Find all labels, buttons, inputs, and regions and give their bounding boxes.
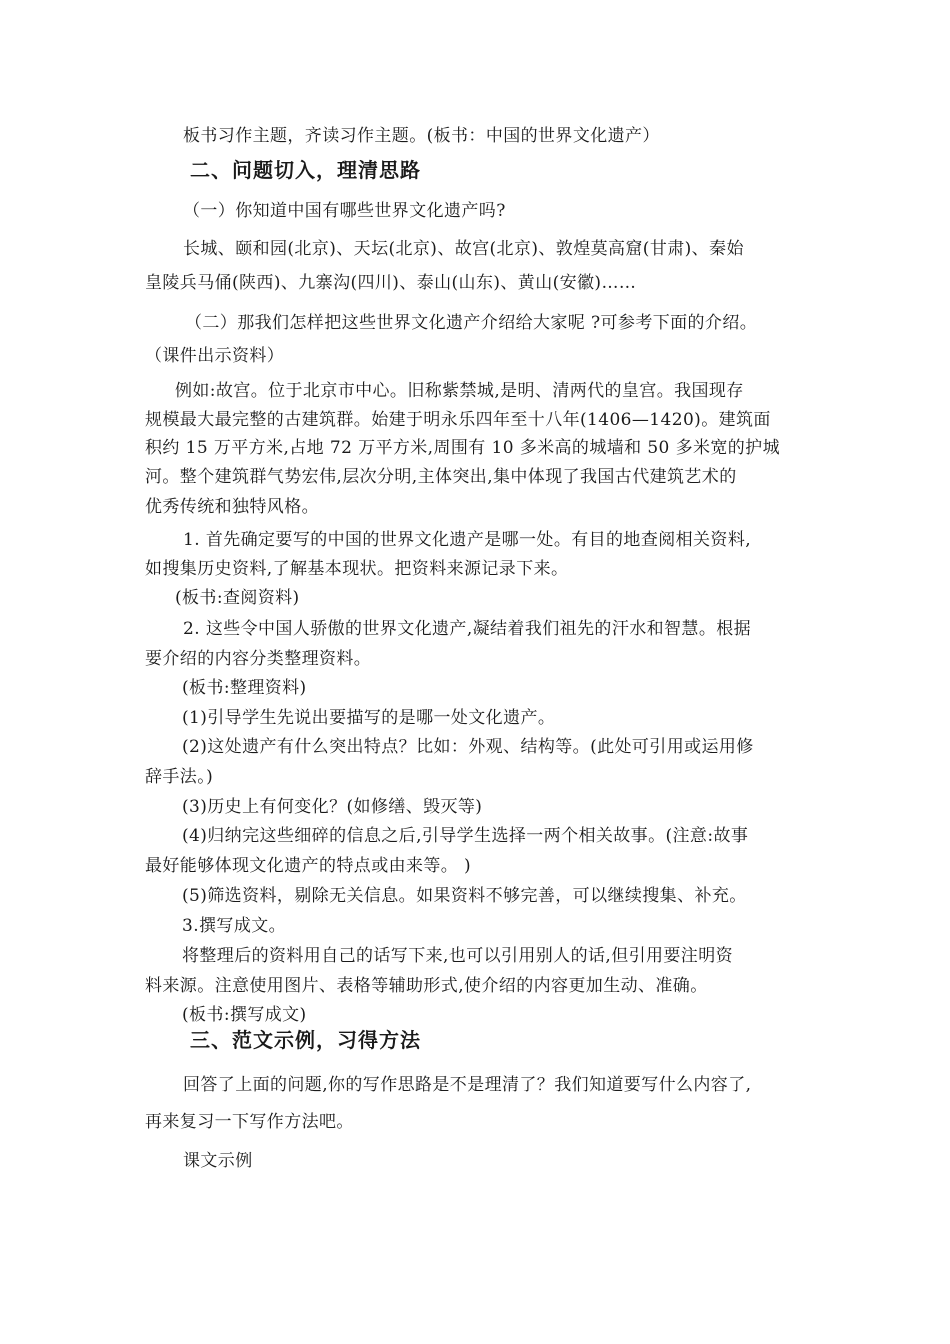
text-line: 优秀传统和独特风格。 (145, 497, 319, 517)
text-line: 长城、颐和园(北京)、天坛(北京)、故宫(北京)、敦煌莫高窟(甘肃)、秦始 (183, 239, 744, 259)
text-line: (5)筛选资料，剔除无关信息。如果资料不够完善，可以继续搜集、补充。 (182, 886, 747, 906)
text-line: 皇陵兵马俑(陕西)、九寨沟(四川)、泰山(山东)、黄山(安徽)…… (145, 273, 637, 293)
text-line: 课文示例 (183, 1151, 253, 1171)
text-line: （一）你知道中国有哪些世界文化遗产吗? (183, 201, 506, 221)
text-line: 河。整个建筑群气势宏伟,层次分明,主体突出,集中体现了我国古代建筑艺术的 (145, 467, 737, 487)
text-line: 辞手法。) (145, 767, 214, 787)
text-line: (3)历史上有何变化？(如修缮、毁灭等) (182, 797, 483, 817)
text-line: 如搜集历史资料,了解基本现状。把资料来源记录下来。 (145, 559, 569, 579)
text-line: 1. 首先确定要写的中国的世界文化遗产是哪一处。有目的地查阅相关资料, (183, 530, 752, 550)
text-line: 3.撰写成文。 (182, 916, 287, 936)
text-line: (板书:撰写成文) (182, 1005, 307, 1025)
text-line: (2)这处遗产有什么突出特点？比如：外观、结构等。(此处可引用或运用修 (182, 737, 754, 757)
section-heading: 二、问题切入，理清思路 (190, 158, 421, 182)
text-line: （课件出示资料） (145, 346, 285, 366)
text-line: (1)引导学生先说出要描写的是哪一处文化遗产。 (182, 708, 556, 728)
text-line: （二）那我们怎样把这些世界文化遗产介绍给大家呢 ?可参考下面的介绍。 (185, 313, 758, 333)
text-line: 2. 这些令中国人骄傲的世界文化遗产,凝结着我们祖先的汗水和智慧。根据 (183, 619, 752, 639)
text-line: 板书习作主题，齐读习作主题。(板书：中国的世界文化遗产） (183, 126, 660, 146)
text-line: 例如:故宫。位于北京市中心。旧称紫禁城,是明、清两代的皇宫。我国现存 (175, 381, 744, 401)
section-heading: 三、范文示例，习得方法 (190, 1028, 421, 1052)
text-line: (板书:整理资料) (182, 678, 307, 698)
text-line: 料来源。注意使用图片、表格等辅助形式,使介绍的内容更加生动、准确。 (145, 976, 708, 996)
text-line: 要介绍的内容分类整理资料。 (145, 649, 372, 669)
text-line: 规模最大最完整的古建筑群。始建于明永乐四年至十八年(1406—1420)。建筑面 (145, 410, 771, 430)
text-line: (板书:查阅资料) (175, 588, 300, 608)
text-line: 积约 15 万平方米,占地 72 万平方米,周围有 10 多米高的城墙和 50 多米宽的护城 (145, 438, 780, 458)
text-line: 回答了上面的问题,你的写作思路是不是理清了？我们知道要写什么内容了, (183, 1075, 752, 1095)
text-line: 将整理后的资料用自己的话写下来,也可以引用别人的话,但引用要注明资 (182, 946, 734, 966)
text-line: (4)归纳完这些细碎的信息之后,引导学生选择一两个相关故事。(注意:故事 (182, 826, 749, 846)
text-line: 再来复习一下写作方法吧。 (145, 1112, 354, 1132)
text-line: 最好能够体现文化遗产的特点或由来等。 ) (145, 856, 472, 876)
